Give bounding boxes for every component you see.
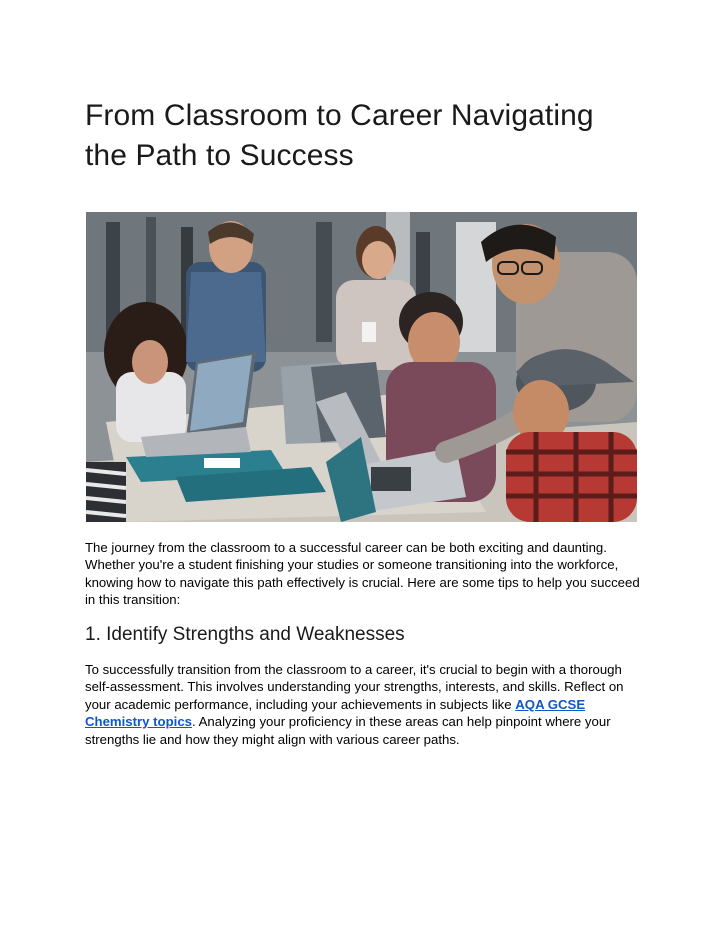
aqa-gcse-chemistry-link[interactable]: AQA GCSE Chemistry topics [85,696,586,730]
paragraph-text-before-link: To successfully transition from the classroom to a career, it's crucial to begin with a thorough self-assessment. This involves understanding your strengths, interests, and skills. Reflect on your academic performance, including your achievements in subjects like [85,662,624,712]
section-heading-strengths: 1. Identify Strengths and Weaknesses [85,624,405,645]
title-line-2: the Path to Success [85,139,354,172]
intro-paragraph: The journey from the classroom to a successful career can be both exciting and daunting. Whether you're a student finishing your studies or someone transitioning into the workforce, knowing how to navigate this path effectively is crucial. Here are some tips to help you succeed in this transition: [85,540,640,608]
section-paragraph-strengths [85,661,645,748]
paragraph-text-after-link: . Analyzing your proficiency in these areas can help pinpoint where your strengths lie and how they might align with various career paths. [85,714,611,747]
classroom-photo-illustration [86,212,637,522]
document-title [85,96,645,176]
classroom-photo [86,212,637,522]
title-line-1: From Classroom to Career Navigating [85,99,594,132]
